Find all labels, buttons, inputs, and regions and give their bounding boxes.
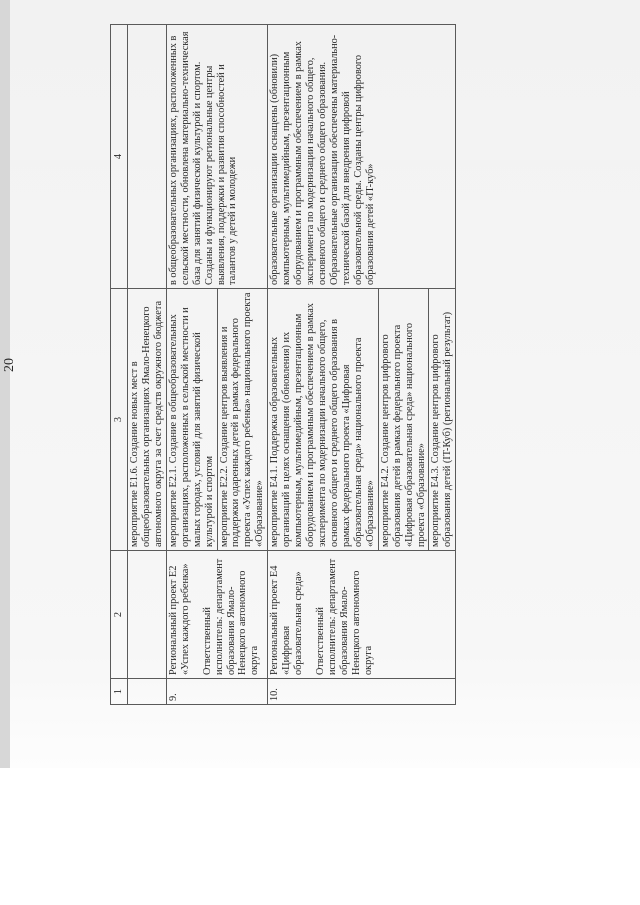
header-col-3: 3 <box>111 289 128 551</box>
cell-num-empty <box>127 679 166 705</box>
project-title: Региональный проект Е2 «Успех каждого ребенка» <box>167 563 191 675</box>
cell-row-number: 9. <box>166 679 268 705</box>
cell-project <box>268 551 456 679</box>
measure-item: мероприятие Е4.1. Поддержка образовательных организаций в целях оснащения (обновления) их компьютерным, мультимедийным, презентационным оборудованием и программным обеспечением в рамках эксперимента по модернизации начального общего, основного общего и среднего общего образования в рамках федерального проекта «Цифровая образовательная среда» национального проекта «Образование» <box>269 303 376 547</box>
table-row-9 <box>166 25 268 705</box>
table-row-continued <box>127 25 166 705</box>
page-number: 20 <box>2 358 17 372</box>
cell-measures <box>268 289 456 551</box>
cell-result: в общеобразовательных организациях, расположенных в сельской местности, обновлена материально-техническая база для занятий физической культурой и спортом. Созданы и функционируют региональные центры выявления, поддержки и развития способностей и талантов у детей и молодежи <box>166 25 268 289</box>
measure-item: мероприятие Е2.2. Создание центров выявления и поддержки одаренных детей в рамках федерального проекта «Успех каждого ребенка» национального проекта «Образование» <box>217 289 268 550</box>
program-table <box>110 24 456 705</box>
responsible-executor: Ответственный исполнитель: департамент образования Ямало-Ненецкого автономного округа <box>201 558 261 675</box>
cell-project <box>166 551 268 679</box>
header-col-1: 1 <box>111 679 128 705</box>
table-row-10 <box>268 25 456 705</box>
rotated-content <box>2 25 608 705</box>
table-header-row <box>111 25 128 705</box>
header-col-4: 4 <box>111 25 128 289</box>
cell-result: образовательные организации оснащены (обновили) компьютерным, мультимедийным, презентационным оборудованием и программным обеспечением в рамках эксперимента по модернизации начального общего, основного общего и среднего общего образования. Образовательные организации обеспечены материально-технической базой для внедрения цифровой образовательной среды. Созданы центры цифрового образования детей «IT-куб» <box>268 25 456 289</box>
responsible-executor: Ответственный исполнитель: департамент образования Ямало-Ненецкого автономного округа <box>315 558 374 675</box>
project-title: Региональный проект Е4 «Цифровая образовательная среда» <box>269 565 305 675</box>
header-col-2: 2 <box>111 551 128 679</box>
measure-item: мероприятие Е4.3. Создание центров цифрового образования детей (IT-Куб) (региональный результат) <box>428 289 455 550</box>
cell-project-empty <box>127 551 166 679</box>
cell-measure: мероприятие Е1.6. Создание новых мест в общеобразовательных организациях Ямало-Ненецкого автономного округа за счет средств окружного бюджета <box>127 289 166 551</box>
cell-row-number: 10. <box>268 679 456 705</box>
measure-item: мероприятие Е4.2. Создание центров цифрового образования детей в рамках федерального проекта «Цифровая образовательная среда» национального проекта «Образование» <box>378 289 429 550</box>
cell-measures <box>166 289 268 551</box>
cell-result-empty <box>127 25 166 289</box>
measure-item: мероприятие Е2.1. Создание в общеобразовательных организациях, расположенных в сельской местности и малых городах, условий для занятий физической культурой и спортом <box>167 307 215 547</box>
